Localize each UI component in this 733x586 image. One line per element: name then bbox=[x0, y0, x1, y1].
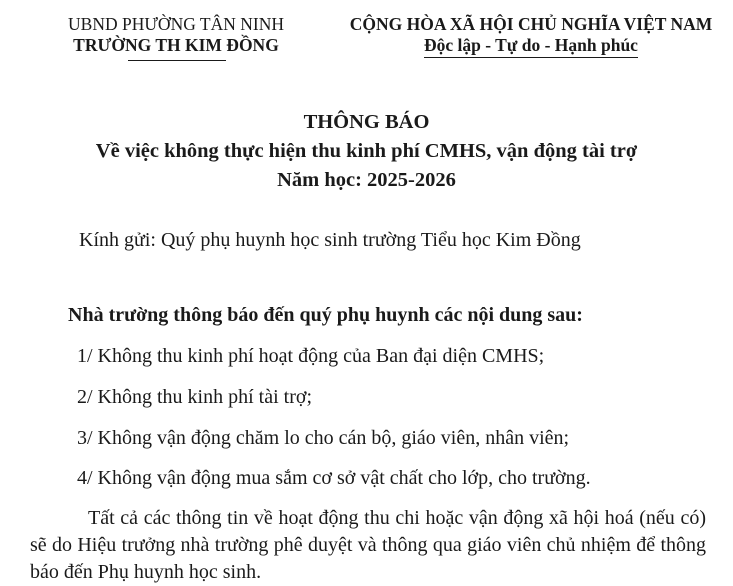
document-title-block bbox=[0, 108, 733, 195]
closing-paragraph: Tất cả các thông tin về hoạt động thu chi hoặc vận động xã hội hoá (nếu có) sẽ do Hiệu trưởng nhà trường phê duyệt và thông qua giáo viên chủ nhiệm để thông báo đến Phụ huynh học sinh. bbox=[30, 507, 706, 583]
list-item: 4/ Không vận động mua sắm cơ sở vật chất cho lớp, cho trường. bbox=[77, 467, 591, 489]
document-title: THÔNG BÁO bbox=[303, 111, 430, 133]
list-item: 1/ Không thu kinh phí hoạt động của Ban đại diện CMHS; bbox=[77, 345, 545, 367]
document-subject: Về việc không thực hiện thu kinh phí CMHS, vận động tài trợ bbox=[95, 140, 638, 162]
greeting-line: Kính gửi: Quý phụ huynh học sinh trường Tiểu học Kim Đồng bbox=[79, 229, 581, 251]
issuer-block bbox=[52, 14, 300, 56]
list-item: 2/ Không thu kinh phí tài trợ; bbox=[77, 386, 313, 408]
national-header bbox=[336, 14, 726, 58]
national-name: CỘNG HÒA XÃ HỘI CHỦ NGHĨA VIỆT NAM bbox=[349, 14, 713, 34]
issuer-school: TRƯỜNG TH KIM ĐỒNG bbox=[73, 35, 279, 55]
intro-line: Nhà trường thông báo đến quý phụ huynh các nội dung sau: bbox=[68, 304, 583, 326]
issuer-authority: UBND PHƯỜNG TÂN NINH bbox=[68, 14, 284, 34]
issuer-underline bbox=[128, 60, 226, 61]
national-motto: Độc lập - Tự do - Hạnh phúc bbox=[424, 35, 638, 58]
school-year: Năm học: 2025-2026 bbox=[277, 169, 456, 191]
list-item: 3/ Không vận động chăm lo cho cán bộ, giáo viên, nhân viên; bbox=[77, 427, 570, 449]
